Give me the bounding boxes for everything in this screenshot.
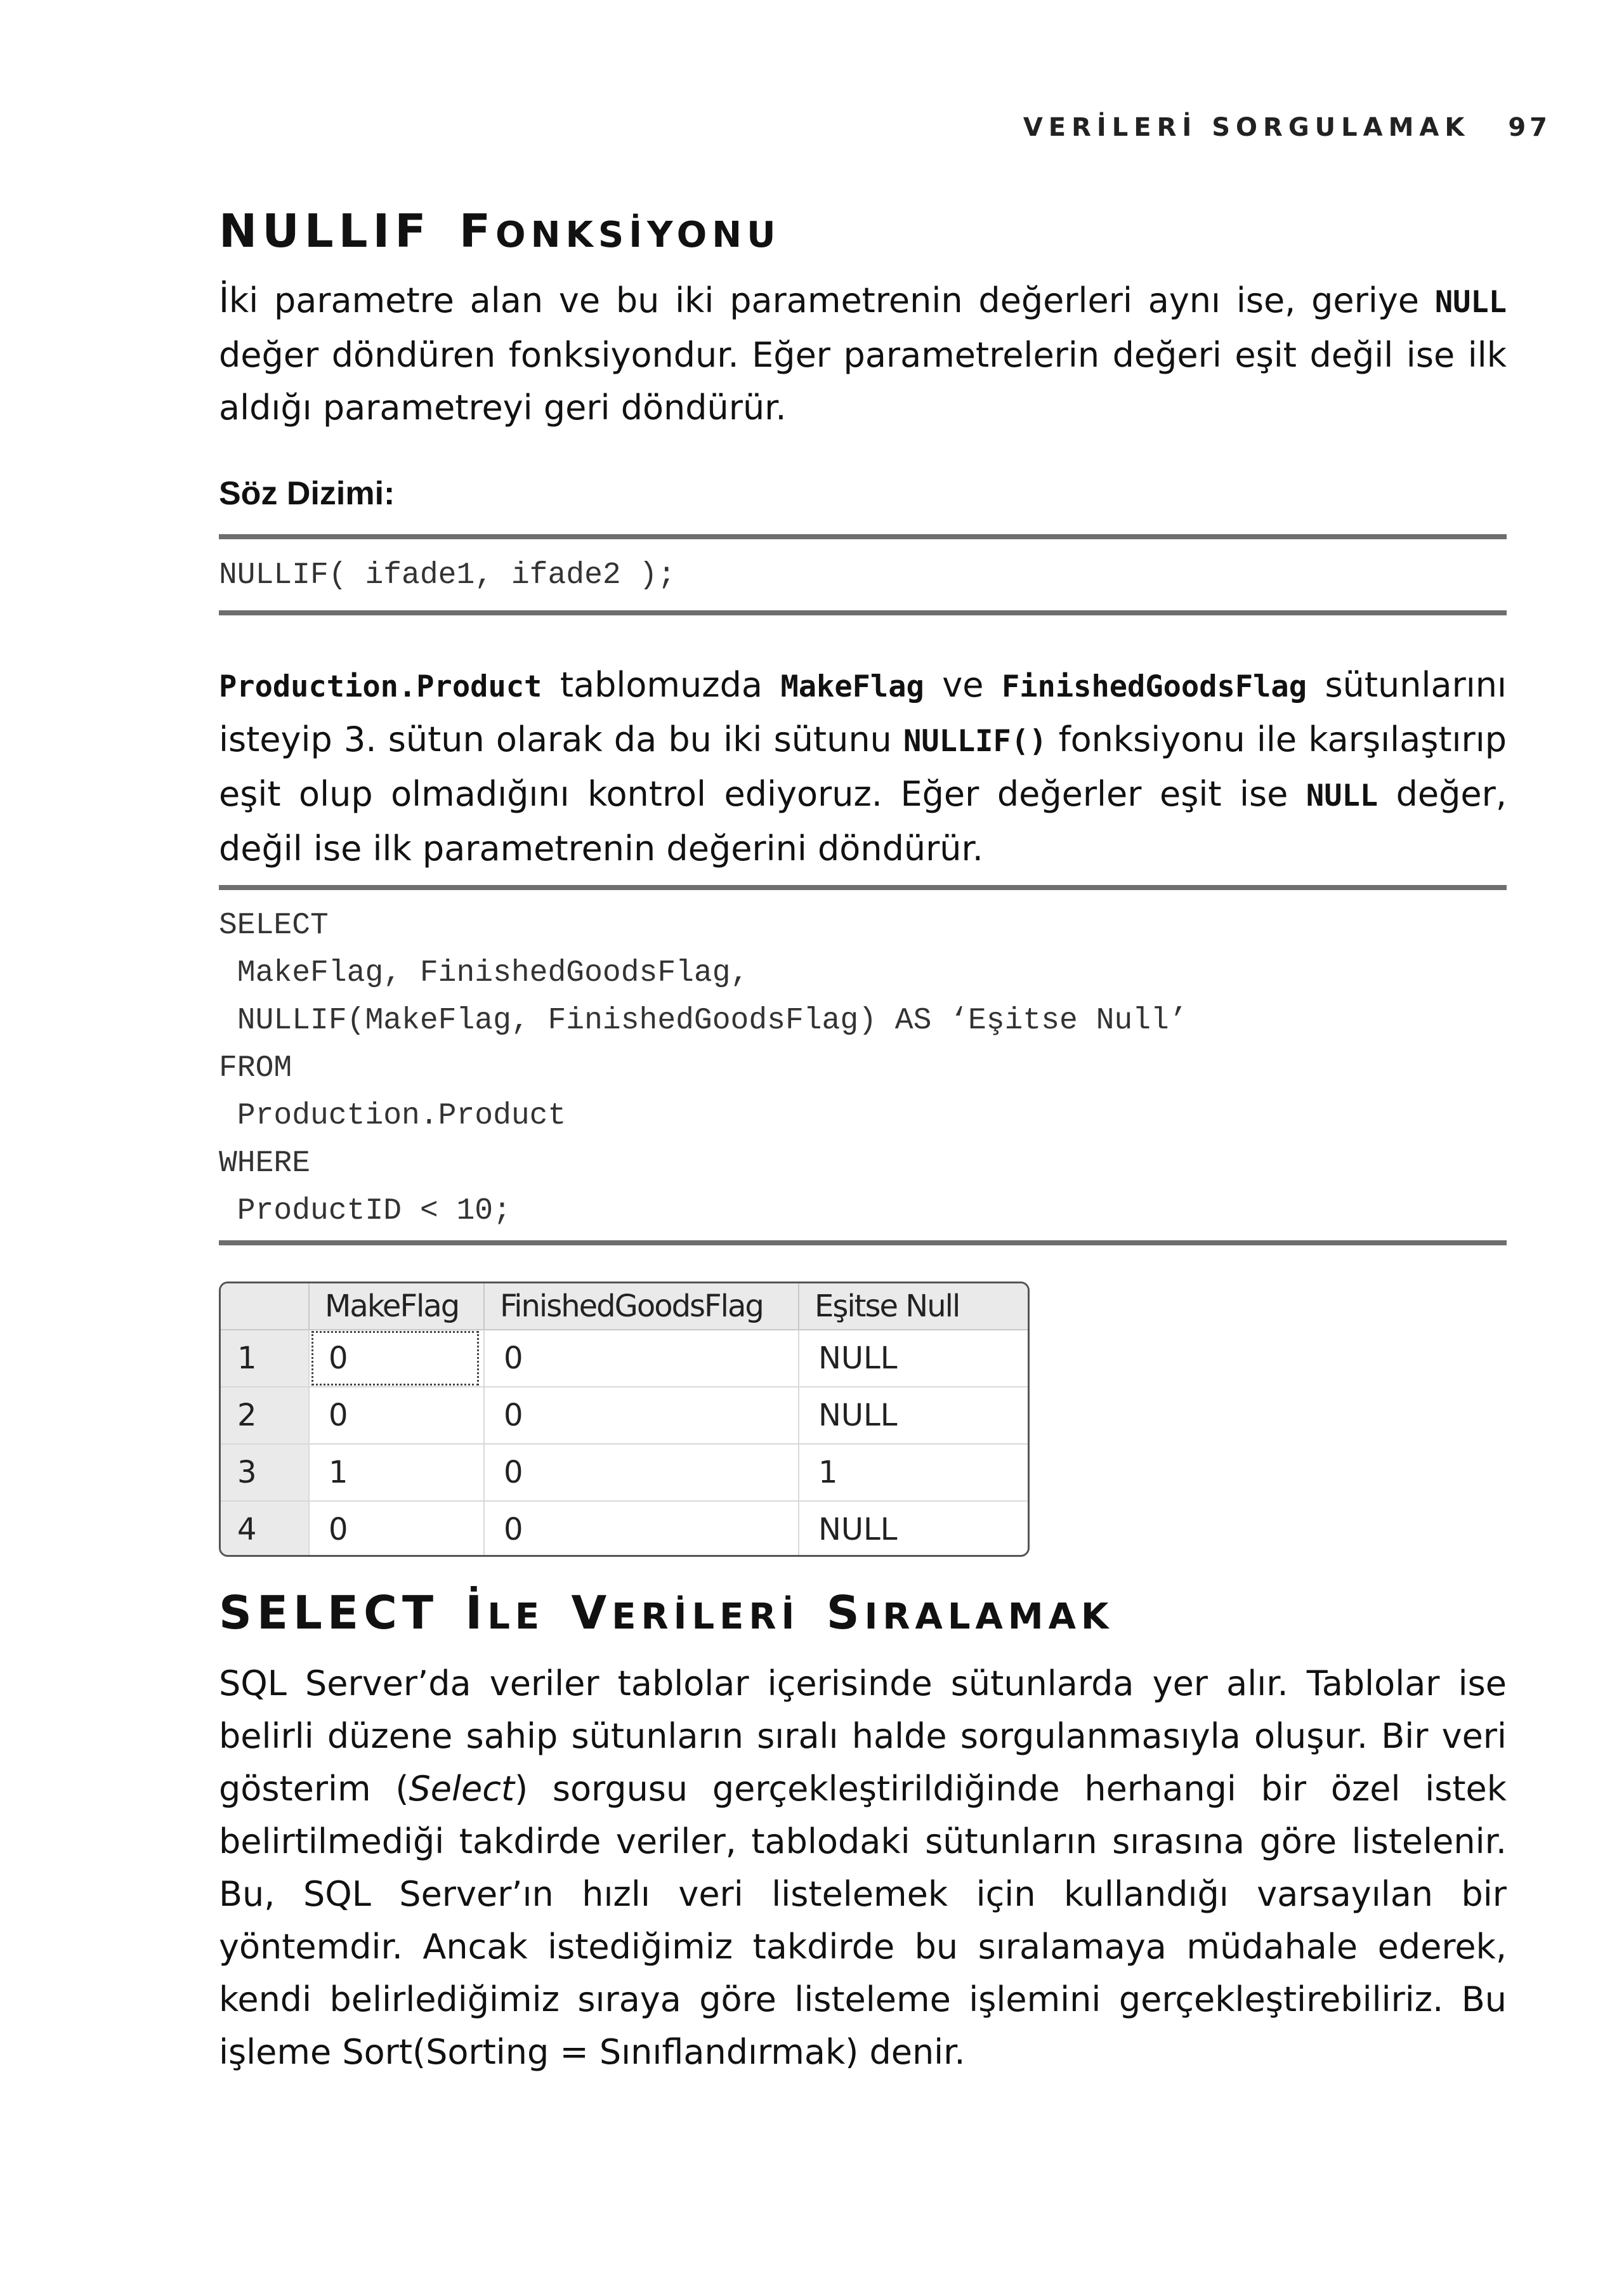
text-run: ) sorgusu gerçekleştirildiğinde herhangi bir özel istek belirtilmediği takdirde veriler, tablodaki sütunların sırasına göre listelenir. Bu, SQL Server’ın hızlı veri listelemek için kullandığı varsayılan bir yöntemdir. Ancak istediğimiz takdirde bu sıralamaya müdahale ederek, kendi belirlediğimiz sıraya göre listeleme işlemini gerçekleştirebiliriz. Bu işleme Sort(Sorting = Sınıflandırmak) denir. [219, 1769, 1507, 2072]
paragraph-nullif-intro [219, 274, 1507, 434]
text-run: İki parametre alan ve bu iki parametrenin değerleri aynı ise, geriye [219, 280, 1435, 320]
text-run: fonksiyonu ile karşılaştırıp eşit olup olmadığını kontrol ediyoruz. Eğer değerler eşit ise [219, 719, 1507, 814]
text-run: tablomuzda [542, 665, 781, 705]
inline-code: Production.Product [219, 669, 542, 704]
query-rule-bottom [219, 1240, 1507, 1245]
table-cell[interactable]: 0 [484, 1387, 799, 1444]
result-grid [219, 1282, 1030, 1557]
grid-corner [221, 1283, 309, 1330]
table-row [221, 1501, 1028, 1557]
title-rest: IRALAMAK [864, 1596, 1114, 1637]
syntax-code: NULLIF( ifade1, ifade2 ); [219, 558, 676, 593]
table-cell[interactable]: 0 [484, 1330, 799, 1387]
inline-code: NULL [1306, 778, 1378, 813]
text-run: ve [924, 665, 1002, 705]
title-initial: V [571, 1586, 612, 1639]
section-title-select-sorting [219, 1586, 1507, 1639]
row-number[interactable]: 2 [221, 1387, 309, 1444]
row-number[interactable]: 4 [221, 1501, 309, 1557]
text-run: sütunlarını isteyip 3. sütun olarak da bu iki sütunu [219, 665, 1507, 759]
title-rest: ERİLERİ [612, 1596, 800, 1637]
table-cell[interactable]: 0 [309, 1387, 484, 1444]
title-initial: F [459, 204, 495, 258]
inline-code: MakeFlag [780, 669, 924, 704]
table-row [221, 1387, 1028, 1444]
row-number[interactable]: 1 [221, 1330, 309, 1387]
title-word-nullif: NULLIF [219, 204, 431, 258]
syntax-label: Söz Dizimi: [219, 475, 395, 512]
code-rule-bottom [219, 610, 1507, 615]
table-row [221, 1444, 1028, 1501]
title-initial: İ [465, 1586, 488, 1639]
table-cell-selected[interactable] [309, 1330, 484, 1387]
table-cell[interactable]: NULL [799, 1330, 1028, 1387]
table-cell[interactable]: NULL [799, 1387, 1028, 1444]
inline-code: NULLIF() [903, 724, 1047, 759]
text-run: değer döndüren fonksiyondur. Eğer parametrelerin değeri eşit değil ise ilk aldığı parametreyi geri döndürür. [219, 335, 1507, 428]
running-head-title: VERİLERİ SORGULAMAK [1023, 113, 1470, 142]
table-cell[interactable]: 0 [484, 1501, 799, 1557]
row-number[interactable]: 3 [221, 1444, 309, 1501]
section-title-nullif [219, 204, 1507, 258]
paragraph-sorting [219, 1657, 1507, 2078]
code-rule-top [219, 534, 1507, 539]
table-cell[interactable]: NULL [818, 1512, 898, 1547]
table-row [221, 1330, 1028, 1387]
title-rest: LE [487, 1596, 545, 1637]
page-number: 97 [1508, 113, 1551, 142]
paragraph-query-description [219, 659, 1507, 875]
text-run: SQL Server’da veriler tablolar içerisinde sütunlarda yer alır. Tablolar ise belirli düzene sahip sütunların sıralı halde sorgulanmasıyla oluşur. Bir veri gösterim ( [219, 1663, 1507, 1809]
query-code: SELECT MakeFlag, FinishedGoodsFlag, NULLIF(MakeFlag, FinishedGoodsFlag) AS ‘Eşitse Null’ FROM Production.Product WHERE ProductID < 10; [219, 908, 1188, 1228]
title-rest: ONKSİYONU [495, 214, 781, 256]
table-cell[interactable]: 1 [799, 1444, 1028, 1501]
column-header[interactable]: FinishedGoodsFlag [484, 1283, 799, 1330]
column-header[interactable]: MakeFlag [309, 1283, 484, 1330]
title-word-select: SELECT [219, 1586, 439, 1639]
inline-code: FinishedGoodsFlag [1001, 669, 1307, 704]
query-rule-top [219, 885, 1507, 890]
text-run: değer, değil ise ilk parametrenin değerini döndürür. [219, 774, 1507, 869]
inline-code: NULL [1434, 285, 1507, 320]
running-head [0, 113, 1551, 142]
table-cell[interactable]: 0 [484, 1444, 799, 1501]
emphasis-text: Select [409, 1769, 515, 1809]
result-table [221, 1283, 1028, 1557]
cell-value: 0 [313, 1333, 477, 1384]
table-cell[interactable]: 0 [309, 1501, 484, 1557]
result-header-row [221, 1283, 1028, 1330]
column-header[interactable]: Eşitse Null [799, 1283, 1028, 1330]
title-initial: S [826, 1586, 865, 1639]
table-cell[interactable]: 1 [309, 1444, 484, 1501]
